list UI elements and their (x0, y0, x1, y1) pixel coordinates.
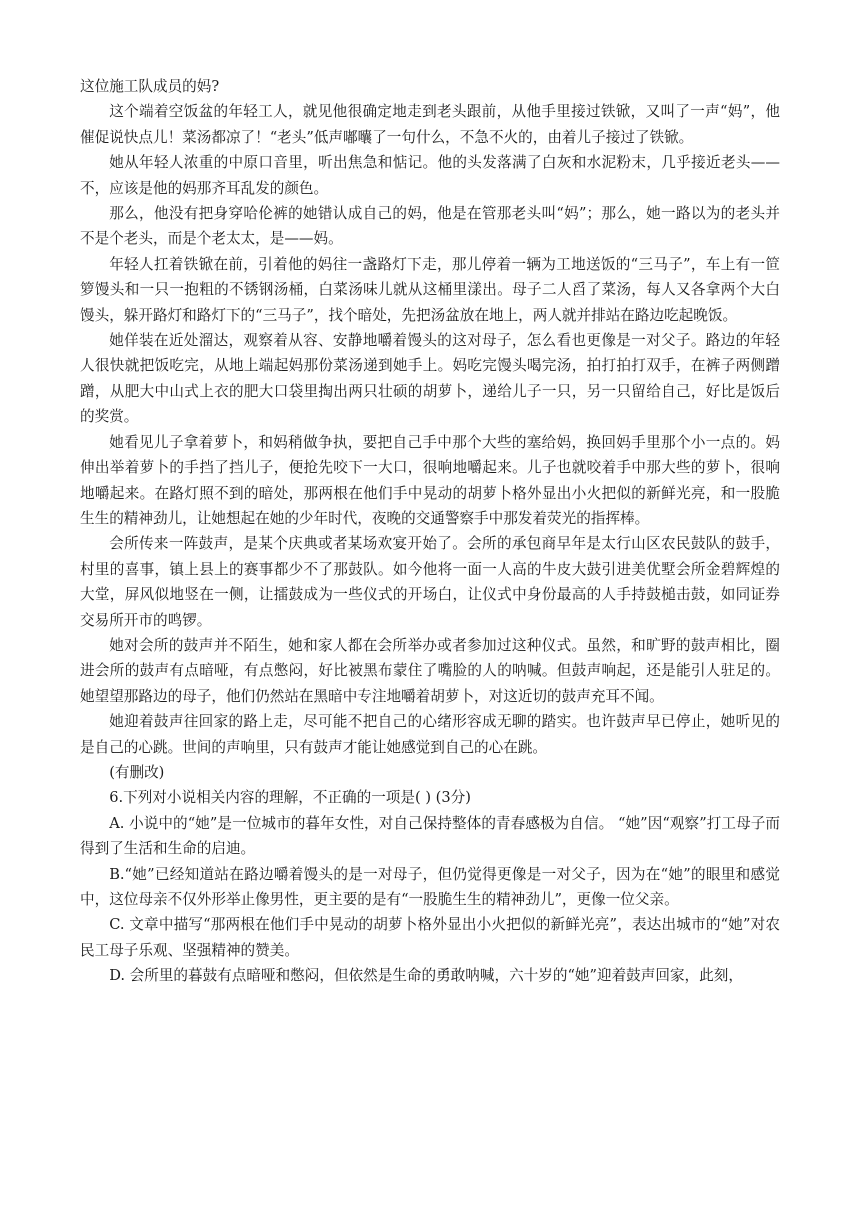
paragraph: 这位施工队成员的妈? (80, 78, 220, 95)
paragraph: 她从年轻人浓重的中原口音里，听出焦急和惦记。他的头发落满了白灰和水泥粉末，几乎接近老头——不，应该是他的妈那齐耳乱发的颜色。 (80, 154, 780, 197)
paragraph: 她对会所的鼓声并不陌生，她和家人都在会所举办或者参加过这种仪式。虽然，和旷野的鼓声相比，圈进会所的鼓声有点暗哑，有点憋闷，好比被黑布蒙住了嘴脸的人的呐喊。但鼓声响起，还是能引人驻足的。她望望那路边的母子，他们仍然站在黑暗中专注地嚼着胡萝卜，对这近切的鼓声充耳不闻。 (80, 636, 780, 705)
option-b: B.“她”已经知道站在路边嚼着馒头的是一对母子，但仍觉得更像是一对父子，因为在“她”的眼里和感觉中，这位母亲不仅外形举止像男性，更主要的是有“一股脆生生的精神劲儿”，更像一位父亲。 (80, 865, 780, 908)
option-c: C. 文章中描写“那两根在他们手中晃动的胡萝卜格外显出小火把似的新鲜光亮”，表达出城市的“她”对农民工母子乐观、坚强精神的赞美。 (80, 916, 780, 959)
paragraph: 她迎着鼓声往回家的路上走，尽可能不把自己的心绪形容成无聊的踏实。也许鼓声早已停止，她听见的是自己的心跳。世间的声响里，只有鼓声才能让她感觉到自己的心在跳。 (80, 713, 780, 756)
paragraph: 那么，他没有把身穿哈伦裤的她错认成自己的妈，他是在管那老头叫“妈”；那么，她一路以为的老头并不是个老头，而是个老太太，是——妈。 (80, 205, 780, 248)
document-body (80, 74, 780, 989)
paragraph: 年轻人扛着铁锨在前，引着他的妈往一盏路灯下走，那儿停着一辆为工地送饭的“三马子”，车上有一笸箩馒头和一只一抱粗的不锈钢汤桶，白菜汤味儿就从这桶里漾出。母子二人舀了菜汤，每人又各拿两个大白馒头，躲开路灯和路灯下的“三马子”，找个暗处，先把汤盆放在地上，两人就并排站在路边吃起晚饭。 (80, 255, 780, 324)
option-a: A. 小说中的“她”是一位城市的暮年女性，对自己保持整体的青春感极为自信。 “她”因“观察”打工母子而得到了生活和生命的启迪。 (80, 814, 780, 858)
question-stem: 6.下列对小说相关内容的理解，不正确的一项是( ) (3分) (109, 789, 471, 807)
source-note: (有删改) (109, 763, 165, 781)
paragraph: 会所传来一阵鼓声，是某个庆典或者某场欢宴开始了。会所的承包商早年是太行山区农民鼓队的鼓手，村里的喜事，镇上县上的赛事都少不了那鼓队。如今他将一面一人高的牛皮大鼓引进美优墅会所金碧辉煌的大堂，屏风似地竖在一侧，让擂鼓成为一些仪式的开场白，让仪式中身份最高的人手持鼓槌击鼓，如同证券交易所开市的鸣锣。 (80, 535, 780, 629)
paragraph: 她佯装在近处溜达，观察着从容、安静地嚼着馒头的这对母子，怎么看也更像是一对父子。路边的年轻人很快就把饭吃完，从地上端起妈那份菜汤递到她手上。妈吃完馒头喝完汤，拍打拍打双手，在裤子两侧蹭蹭，从肥大中山式上衣的肥大口袋里掏出两只壮硕的胡萝卜，递给儿子一只，另一只留给自己，好比是饭后的奖赏。 (80, 332, 780, 426)
paragraph: 这个端着空饭盆的年轻工人，就见他很确定地走到老头跟前，从他手里接过铁锨，又叫了一声“妈”，他催促说快点儿！菜汤都凉了！“老头”低声嘟囔了一句什么，不急不火的，由着儿子接过了铁锨。 (80, 103, 780, 146)
paragraph: 她看见儿子拿着萝卜，和妈稍做争执，要把自己手中那个大些的塞给妈，换回妈手里那个小一点的。妈伸出举着萝卜的手挡了挡儿子，便抢先咬下一大口，很响地嚼起来。儿子也就咬着手中那大些的萝卜，很响地嚼起来。在路灯照不到的暗处，那两根在他们手中晃动的胡萝卜格外显出小火把似的新鲜光亮，和一股脆生生的精神劲儿，让她想起在她的少年时代，夜晚的交通警察手中那发着荧光的指挥棒。 (80, 433, 780, 527)
option-d: D. 会所里的暮鼓有点暗哑和憋闷，但依然是生命的勇敢呐喊，六十岁的“她”迎着鼓声回家，此刻， (109, 967, 743, 985)
